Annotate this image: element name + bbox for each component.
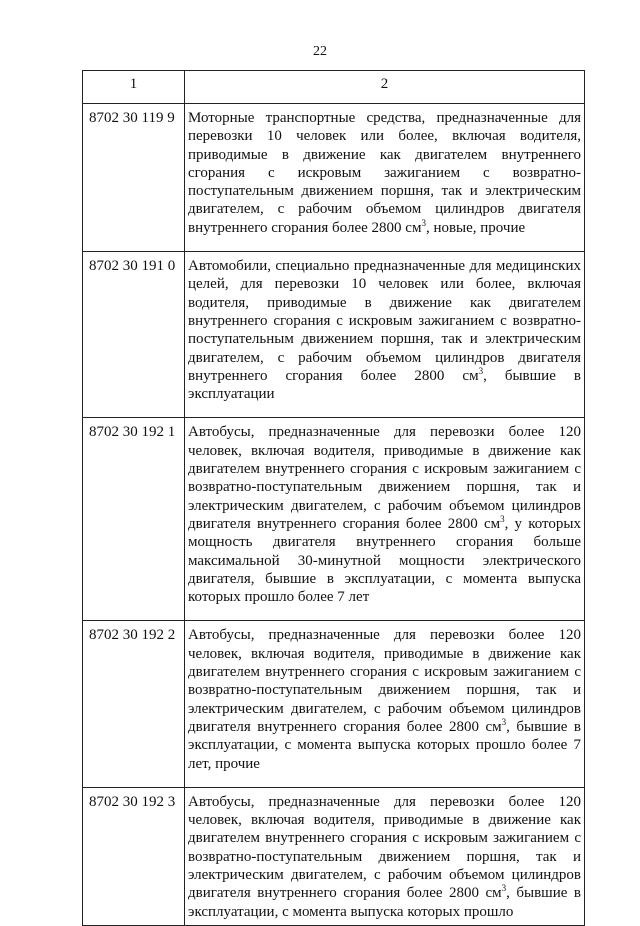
- row-code: 8702 30 191 0: [83, 252, 185, 418]
- table-row: [83, 252, 585, 418]
- description-text-tail: , бывшие в эксплуатации, с момента выпуска которых прошло более 7 лет, прочие: [188, 718, 581, 772]
- superscript: 3: [421, 217, 426, 228]
- table-row: [83, 418, 585, 621]
- row-code: 8702 30 119 9: [83, 104, 185, 252]
- row-description: [185, 418, 585, 621]
- description-text: Автобусы, предназначенные для перевозки более 120 человек, включая водителя, приводимые в движение как двигателем внутреннего сгорания с искровым зажиганием с возвратно-поступательным движением поршня, так и электрическим двигателем, с рабочим объемом цилиндров двигателя внутреннего сгорания более 2800 см: [188, 424, 581, 532]
- description-text: Автобусы, предназначенные для перевозки более 120 человек, включая водителя, приводимые в движение как двигателем внутреннего сгорания с искровым зажиганием с возвратно-поступательным движением поршня, так и электрическим двигателем, с рабочим объемом цилиндров двигателя внутреннего сгорания более 2800 см: [188, 627, 581, 735]
- superscript: 3: [501, 716, 507, 727]
- table-row: [83, 104, 585, 252]
- column-header-description: 2: [185, 71, 585, 104]
- superscript: 3: [478, 365, 484, 376]
- description-text-tail: , у которых мощность двигателя внутреннего сгорания больше максимальной 30-минутной мощности электрического двигателя, бывшие в эксплуатации, с момента выпуска которых прошло более 7 лет: [188, 515, 581, 606]
- description-text-tail: , новые, прочие: [425, 219, 526, 236]
- description-text: Моторные транспортные средства, предназначенные для перевозки 10 человек или более, включая водителя, приводимые в движение как двигателем внутреннего сгорания с искровым зажиганием с возвратно-поступательным движением поршня, так и электрическим двигателем, с рабочим объемом цилиндров двигателя внутреннего сгорания более 2800 см: [188, 110, 581, 236]
- description-text: Автомобили, специально предназначенные для медицинских целей, для перевозки 10 человек или более, включая водителя, приводимые в движение как двигателем внутреннего сгорания с искровым зажиганием с возвратно-поступательным движением поршня, так и электрическим двигателем, с рабочим объемом цилиндров двигателя внутреннего сгорания более 2800 см: [188, 258, 581, 384]
- superscript: 3: [501, 883, 507, 894]
- column-header-code: 1: [83, 71, 185, 104]
- tariff-table: [82, 70, 585, 926]
- page-number: 22: [313, 44, 327, 59]
- row-description: [185, 252, 585, 418]
- row-code: 8702 30 192 2: [83, 621, 185, 787]
- row-code: 8702 30 192 1: [83, 418, 185, 621]
- table-header-row: [83, 71, 585, 104]
- row-code: 8702 30 192 3: [83, 787, 185, 925]
- row-description: [185, 104, 585, 252]
- description-text-tail: , бывшие в эксплуатации, с момента выпуска которых прошло: [188, 885, 581, 920]
- description-text-tail: , бывшие в эксплуатации: [188, 367, 581, 403]
- description-text: Автобусы, предназначенные для перевозки более 120 человек, включая водителя, приводимые в движение как двигателем внутреннего сгорания с искровым зажиганием с возвратно-поступательным движением поршня, так и электрическим двигателем, с рабочим объемом цилиндров двигателя внутреннего сгорания более 2800 см: [188, 793, 581, 902]
- superscript: 3: [500, 513, 505, 524]
- row-description: [185, 621, 585, 787]
- table-row: [83, 621, 585, 787]
